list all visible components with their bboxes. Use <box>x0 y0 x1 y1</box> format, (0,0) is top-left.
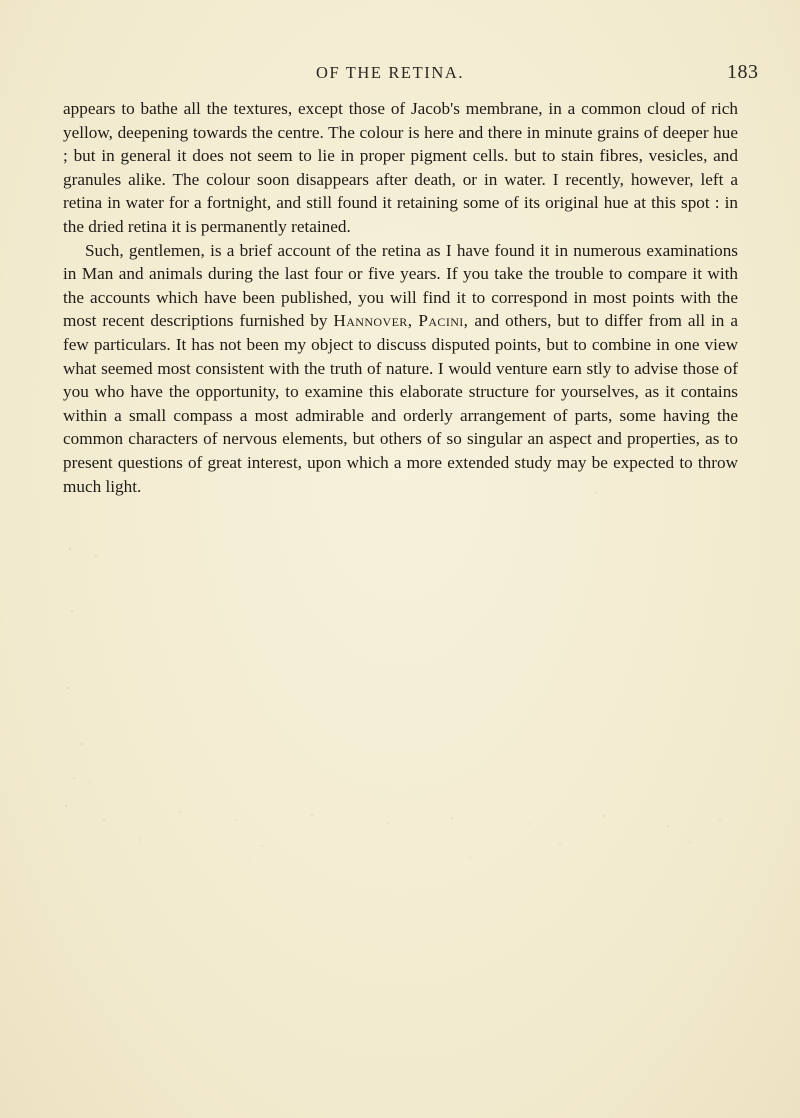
running-head <box>0 61 800 91</box>
paragraph-2-text-part-1: Such, gentlemen, is a brief account of the retina as I have found it in numerous examinations in Man and animals during the last four or five years. If you take the trouble to compare it with the accounts which have been published, you will find it to correspond in most points with the most recent descriptions furnished by <box>63 240 738 331</box>
running-title: OF THE RETINA. <box>316 63 465 82</box>
name-pacini: Pacini, <box>418 311 469 331</box>
paragraph-1: appears to bathe all the textures, except those of Jacob's membrane, in a common cloud of rich yellow, deepening towards the centre. The colour is here and there in minute grains of deeper hue ; but in general it does not seem to lie in proper pigment cells. but to stain fibres, vesicles, and granules alike. The colour soon disappears after death, or in water. I recently, however, left a retina in water for a fortnight, and still found it retaining some of its original hue at this spot : in the dried retina it is permanently retained. <box>63 99 738 236</box>
body-text <box>63 97 738 498</box>
paragraph-2-text-part-2: and others, but to differ from all in a few particulars. It has not been my object to discuss disputed points, but to combine in one view what seemed most consistent with the truth of nature. I would venture earn stly to advise those of you who have the opportunity, to examine this elaborate structure for yourselves, as it contains within a small compass a most admirable and orderly arrangement of parts, some having the common characters of nervous elements, but others of so singular an aspect and properties, as to present questions of great interest, upon which a more extended study may be expected to throw much light. <box>63 311 738 496</box>
paragraph-2 <box>63 239 738 499</box>
page-number: 183 <box>727 61 759 83</box>
name-hannover: Hannover, <box>333 311 413 331</box>
